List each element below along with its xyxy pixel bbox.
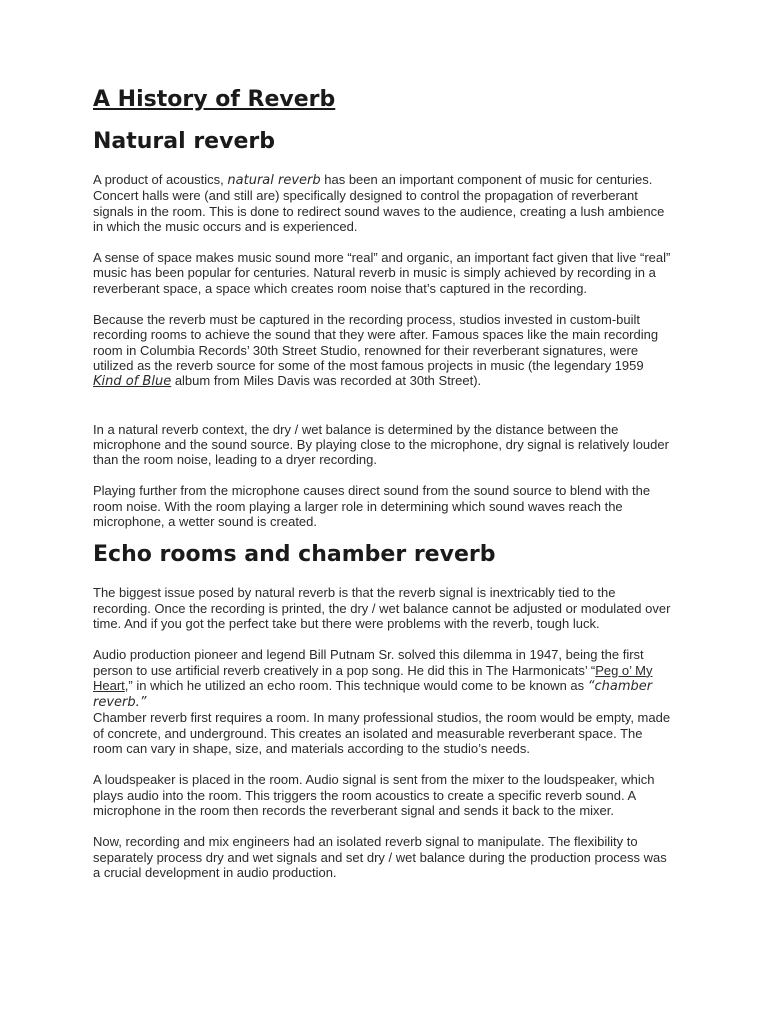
link-kind-of-blue[interactable]: Kind of Blue	[93, 374, 172, 390]
paragraph-echo-2	[93, 647, 675, 710]
text-span: Because the reverb must be captured in the recording process, studios invested in custom-built recording rooms to achieve the sound that they were after. Famous spaces like the main recording room in Columbia Records’ 30th Street Studio, renowned for their reverberant signatures, were utilized as the reverb source for some of the most famous projects in music (the legendary 1959	[93, 312, 659, 373]
paragraph-echo-1: The biggest issue posed by natural reverb is that the reverb signal is inextricably tied to the recording. Once the recording is printed, the dry / wet balance cannot be adjusted or modulated over time. And if you got the perfect take but there were problems with the reverb, tough luck.	[93, 585, 671, 631]
paragraph-natural-1	[93, 172, 675, 234]
text-span: has been an important component of music for centuries. Concert halls were (and still are) specifically designed to control the propagation of reverberant signals in the room. This is done to redirect sound waves to the audience, creating a lush ambience in which the music occurs and is experienced.	[93, 172, 665, 234]
paragraph-natural-5: Playing further from the microphone causes direct sound from the sound source to blend with the room noise. With the room playing a larger role in determining which sound waves reach the microphone, a wetter sound is created.	[93, 483, 651, 530]
document-title: A History of Reverb	[93, 87, 336, 112]
paragraph-natural-3	[93, 312, 675, 389]
paragraph-natural-4: In a natural reverb context, the dry / wet balance is determined by the distance between the microphone and the sound source. By playing close to the microphone, dry signal is relatively louder than the room noise, leading to a dryer recording.	[93, 421, 669, 468]
text-span: A product of acoustics,	[93, 172, 228, 187]
section-heading-natural-reverb: Natural reverb	[93, 129, 275, 154]
emphasis-chamber-reverb: “chamber reverb.”	[93, 678, 653, 711]
paragraph-echo-4: A loudspeaker is placed in the room. Audio signal is sent from the mixer to the loudspeaker, which plays audio into the room. This triggers the room acoustics to create a specific reverb sound. A microphone in the room then records the reverberant signal and sends it back to the mixer.	[93, 772, 655, 818]
document-page	[93, 86, 675, 880]
text-span: ,” in which he utilized an echo room. This technique would come to be known as	[124, 677, 588, 693]
paragraph-echo-5: Now, recording and mix engineers had an isolated reverb signal to manipulate. The flexibility to separately process dry and wet signals and set dry / wet balance during the production process was a crucial development in audio production.	[93, 834, 667, 880]
text-span: Audio production pioneer and legend Bill Putnam Sr. solved this dilemma in 1947, being the first person to use artificial reverb creatively in a pop song. He did this in The Harmonicats’ “	[93, 647, 644, 678]
paragraph-echo-3: Chamber reverb first requires a room. In many professional studios, the room would be empty, made of concrete, and underground. This creates an isolated and measurable reverberant space. The room can vary in shape, size, and materials according to the studio’s needs.	[93, 710, 671, 757]
emphasis-natural-reverb: natural reverb	[227, 173, 321, 188]
paragraph-natural-2: A sense of space makes music sound more “real” and organic, an important fact given that live “real” music has been popular for centuries. Natural reverb in music is simply achieved by recording in a reverberant space, a space which creates room noise that’s captured in the recording.	[93, 250, 671, 296]
text-span: album from Miles Davis was recorded at 30th Street).	[171, 373, 482, 389]
section-heading-echo-rooms: Echo rooms and chamber reverb	[93, 542, 496, 568]
link-peg-o-my-heart[interactable]: Peg o’ My Heart	[93, 662, 653, 693]
